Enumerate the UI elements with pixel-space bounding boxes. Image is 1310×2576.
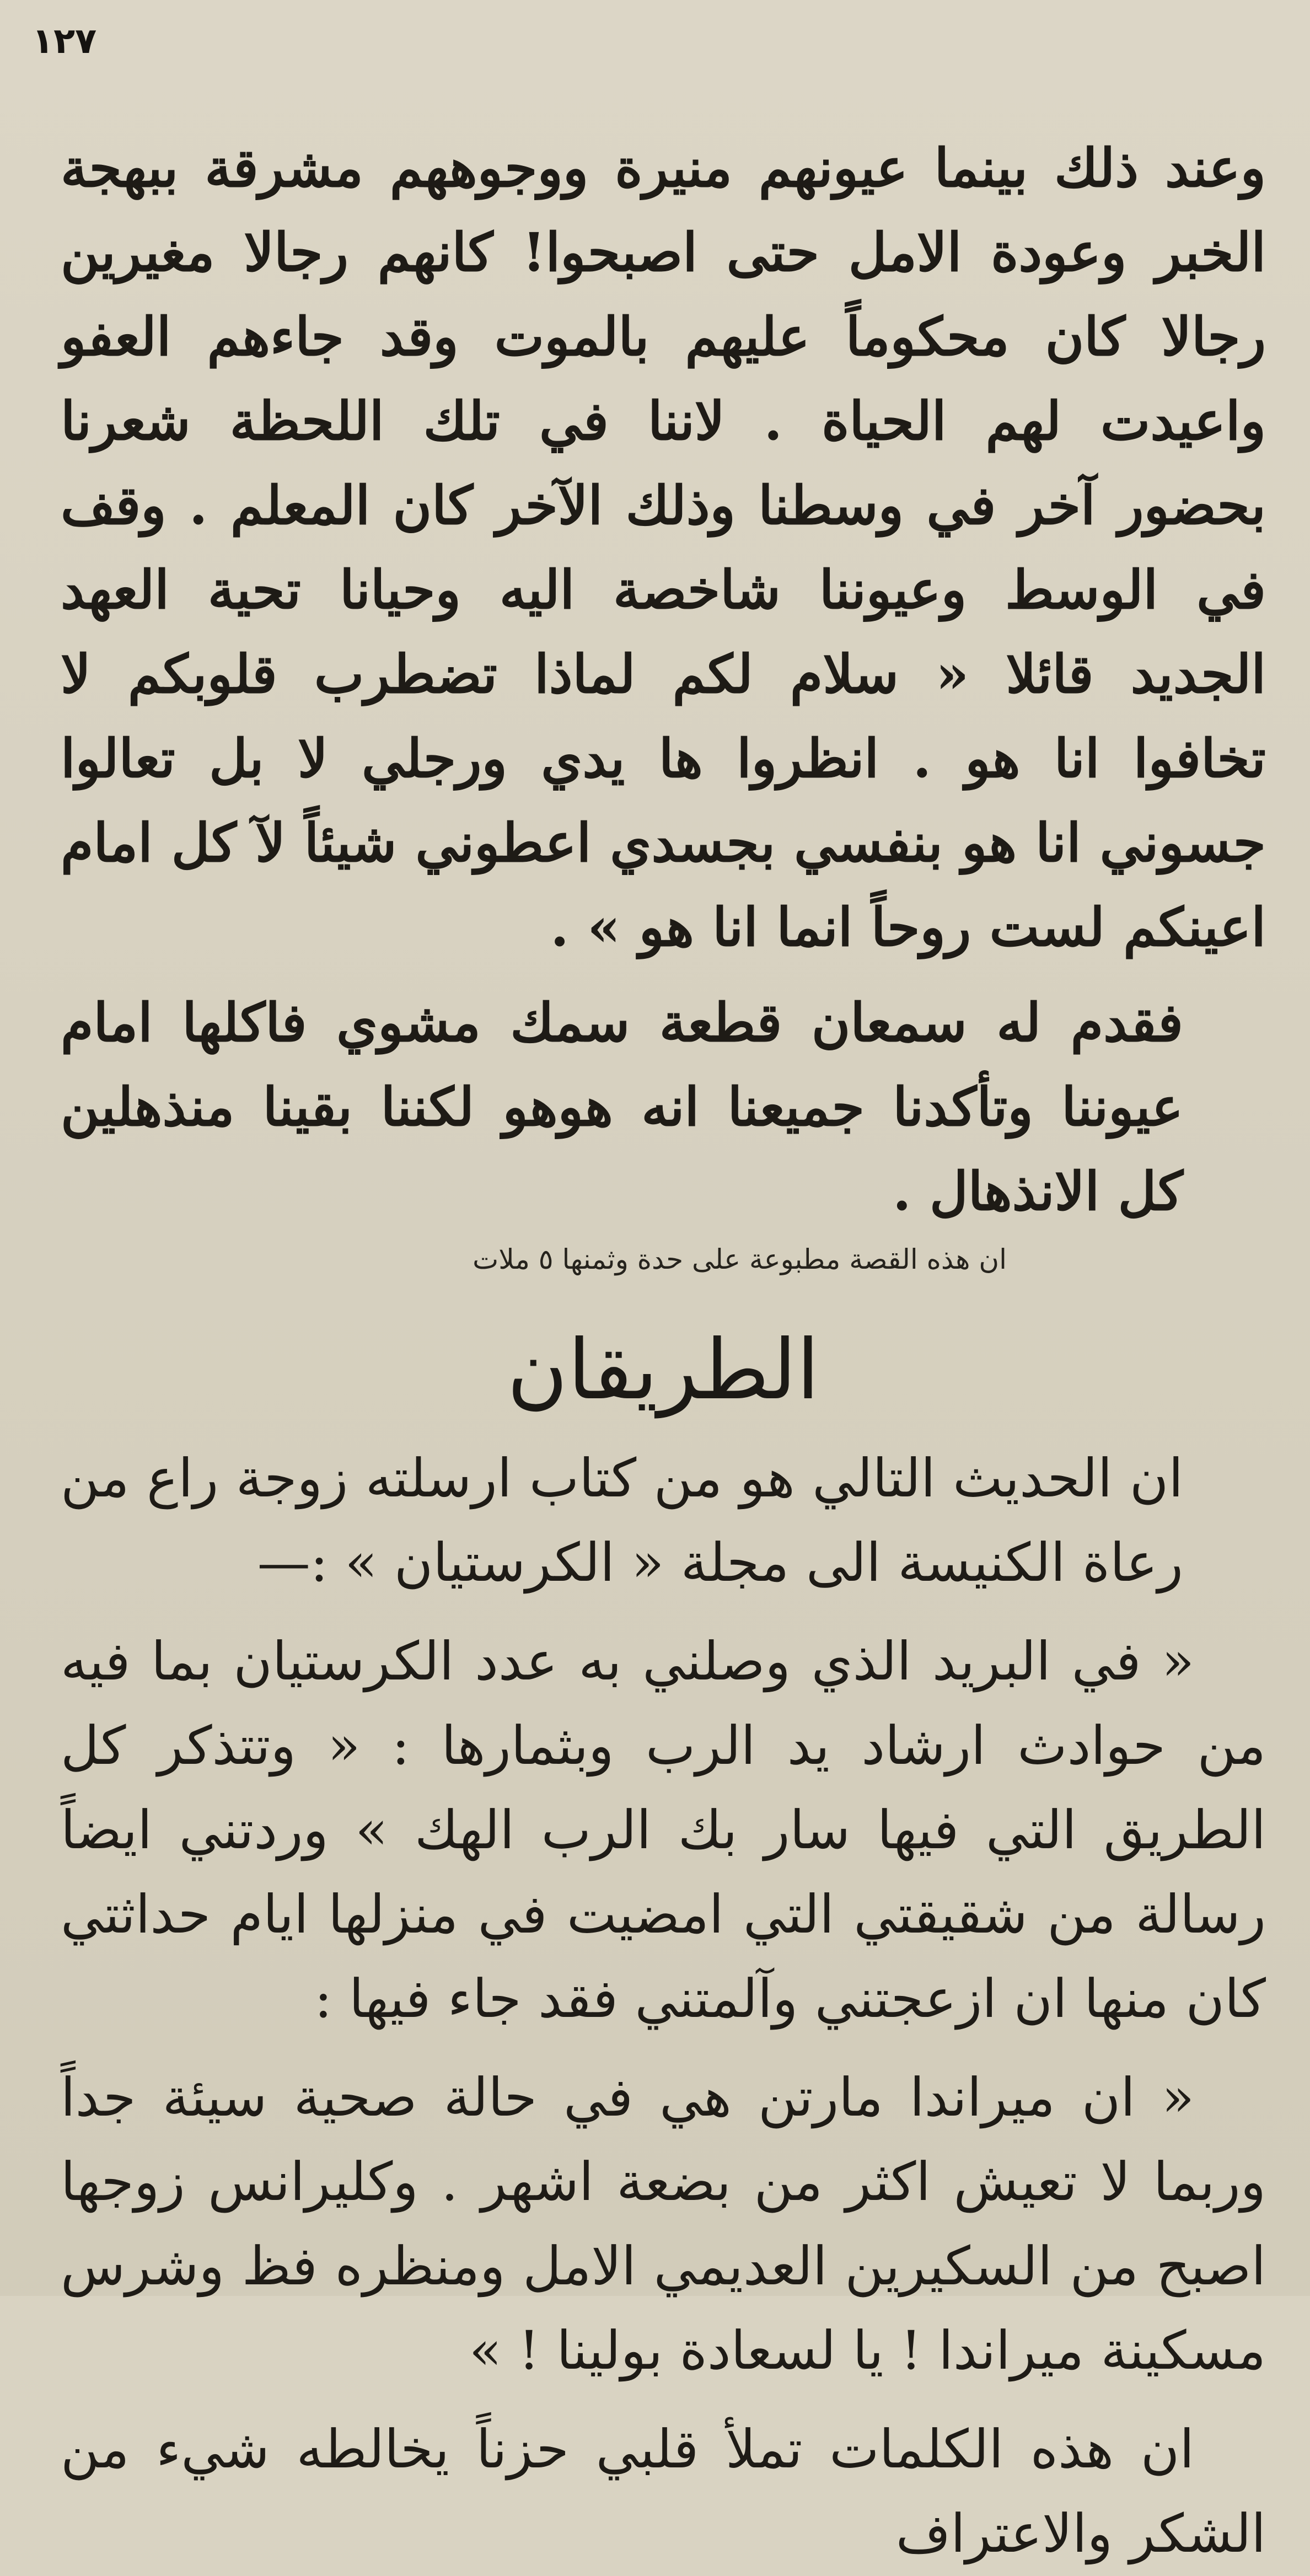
paragraph-letter-quote: « ان ميراندا مارتن هي في حالة صحية سيئة جداً وربما لا تعيش اكثر من بضعة اشهر . وكليرانس زوجها اصبح من السكيرين العديمي الامل ومنظره فظ وشرس مسكينة ميراندا ! يا لسعادة بولينا ! »: [61, 2067, 1266, 2381]
paragraph-closing: ان هذه الكلمات تملأ قلبي حزناً يخالطه شيء من الشكر والاعتراف: [61, 2418, 1266, 2564]
paragraph-letter-mail: « في البريد الذي وصلني به عدد الكرستيان بما فيه من حوادث ارشاد يد الرب وبثمارها : « وتتذكر كل الطريق التي فيها سار بك الرب الهك » وردتني ايضاً رسالة من شقيقتي التي امضيت في منزلها ايام حداثتي كان منها ان ازعجتني وآلمتني فقد جاء فيها :: [61, 1630, 1266, 2030]
paragraph-fish-meal: فقدم له سمعان قطعة سمك مشوي فاكلها امام عيوننا وتأكدنا جميعنا انه هوهو لكننا بقينا منذهلين كل الانذهال .: [61, 991, 1183, 1222]
paragraph-resurrection-appearance: وعند ذلك بينما عيونهم منيرة ووجوههم مشرقة ببهجة الخبر وعودة الامل حتى اصبحوا! كانهم رجالا مغيرين رجالا كان محكوماً عليهم بالموت وقد جاءهم العفو واعيدت لهم الحياة . لاننا في تلك اللحظة شعرنا بحضور آخر في وسطنا وذلك الآخر كان المعلم . وقف في الوسط وعيوننا شاخصة اليه وحيانا تحية العهد الجديد قائلا « سلام لكم لماذا تضطرب قلوبكم لا تخافوا انا هو . انظروا ها يدي ورجلي لا بل تعالوا جسوني انا هو بنفسي بجسدي اعطوني شيئاً لآ كل امام اعينكم لست روحاً انما انا هو » .: [61, 137, 1266, 958]
paragraph-intro-letter: ان الحديث التالي هو من كتاب ارسلته زوجة راع من رعاة الكنيسة الى مجلة « الكرستيان » :—: [61, 1447, 1183, 1593]
footnote-price: ان هذه القصة مطبوعة على حدة وثمنها ٥ ملات: [473, 1243, 1007, 1275]
section-title: الطريقان: [507, 1322, 820, 1418]
page-number: ١٢٧: [32, 21, 97, 62]
